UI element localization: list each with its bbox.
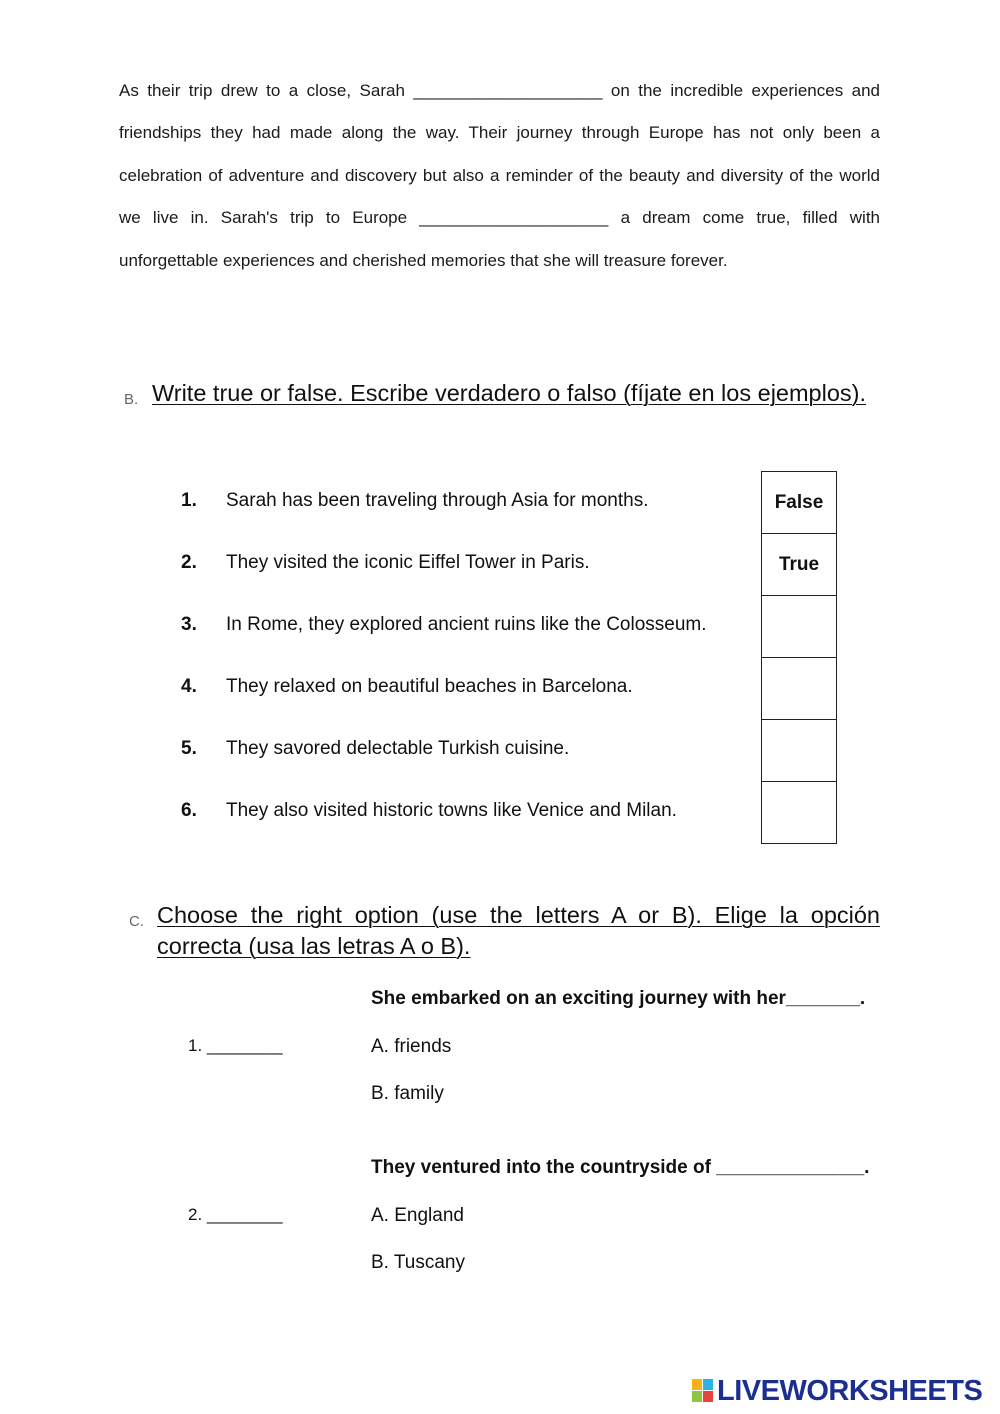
reading-text-part3: a dream come true, filled with unforgettable experiences and cherished memories that she will treasure forever. [119,208,885,270]
tf-item-text: In Rome, they explored ancient ruins like the Colosseum. [226,614,707,635]
tf-item-text: They relaxed on beautiful beaches in Barcelona. [226,676,633,697]
tf-answer-box[interactable]: False [761,471,837,534]
tf-answer-box[interactable] [761,658,837,720]
reading-text-part2: on the incredible experiences and friendships they had made along the way. Their journey through Europe has not only been a celebration of adventure and discovery but also a reminder of the beauty and diversity of the world we live in. Sarah's trip to Europe [119,81,885,228]
tf-answer-box[interactable] [761,596,837,658]
blank-answer-2[interactable]: ____________________ [419,208,609,228]
reading-text-part1: As their trip drew to a close, Sarah [119,81,414,100]
question-stem: They ventured into the countryside of ______________. [371,1157,870,1178]
answer-blank[interactable]: 2. ________ [188,1205,283,1224]
tf-item-text: They also visited historic towns like Venice and Milan. [226,800,677,821]
option-b: B. Tuscany [371,1252,465,1273]
tf-item [181,782,741,844]
section-b-heading [124,378,884,448]
blank-answer-1[interactable]: ____________________ [413,81,603,100]
logo-text: LIVEWORKSHEETS [717,1374,983,1407]
answer-blank[interactable]: 1. ________ [188,1036,283,1055]
section-c-letter: C. [129,913,144,930]
option-b: B. family [371,1083,444,1104]
tf-item [181,472,741,534]
tf-item-number: 2. [181,552,197,573]
tf-answer-box[interactable]: True [761,534,837,596]
option-a: A. England [371,1205,464,1226]
question-stem: She embarked on an exciting journey with her_______. [371,988,866,1009]
section-c-title: Choose the right option (use the letters A or B). Elige la opción correcta (usa las letras A o B). [157,902,880,959]
tf-answer-box[interactable] [761,782,837,844]
liveworksheets-logo [692,1374,982,1408]
tf-item-text: Sarah has been traveling through Asia for months. [226,490,649,511]
tf-answer-box[interactable] [761,720,837,782]
tf-item-number: 3. [181,614,197,635]
section-b-letter: B. [124,391,139,408]
tf-item-number: 4. [181,676,197,697]
tf-item [181,720,741,782]
tf-item-number: 6. [181,800,197,821]
option-a: A. friends [371,1036,452,1057]
liveworksheets-logo-icon [692,1379,714,1403]
tf-item [181,534,741,596]
tf-item-text: They savored delectable Turkish cuisine. [226,738,570,759]
section-c-heading [129,900,889,970]
tf-item [181,596,741,658]
reading-paragraph [119,70,885,282]
section-b-title: Write true or false. Escribe verdadero o falso (fíjate en los ejemplos). [152,380,867,406]
tf-item-number: 1. [181,490,197,511]
tf-item [181,658,741,720]
tf-item-number: 5. [181,738,197,759]
tf-item-text: They visited the iconic Eiffel Tower in Paris. [226,552,590,573]
